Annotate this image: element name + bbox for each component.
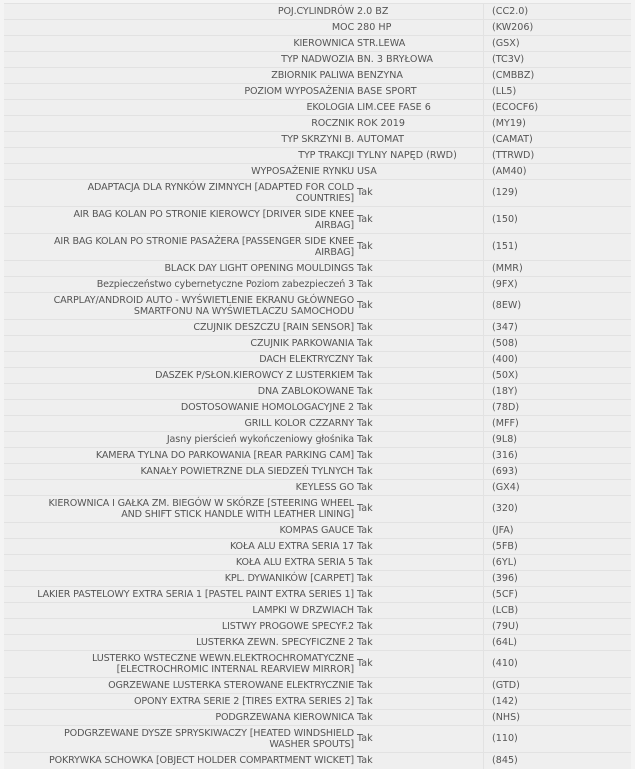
table-row xyxy=(4,36,631,52)
option-code: (5CF) xyxy=(484,587,632,603)
option-name: DOSTOSOWANIE HOMOLOGACYJNE 2 xyxy=(4,400,356,416)
table-row xyxy=(4,555,631,571)
option-name: ROCZNIK xyxy=(4,116,356,132)
option-code: (MMR) xyxy=(484,261,632,277)
option-name xyxy=(4,207,356,234)
option-name-line: LUSTERKO WSTECZNE WEWN.ELEKTROCHROMATYCZNE xyxy=(92,652,354,664)
option-name xyxy=(4,726,356,753)
option-name-text xyxy=(54,295,354,318)
option-name: LAMPKI W DRZWIACH xyxy=(4,603,356,619)
option-name-text xyxy=(92,653,354,676)
option-value: Tak xyxy=(356,384,484,400)
option-code: (CAMAT) xyxy=(484,132,632,148)
option-code: (142) xyxy=(484,694,632,710)
option-name: Jasny pierścień wykończeniowy głośnika xyxy=(4,432,356,448)
option-code: (693) xyxy=(484,464,632,480)
option-value: USA xyxy=(356,164,484,180)
option-name-line: AIR BAG KOLAN PO STRONIE PASAŻERA [PASSENGER SIDE KNEE xyxy=(53,235,354,247)
option-code: (TC3V) xyxy=(484,52,632,68)
option-code: (129) xyxy=(484,180,632,207)
option-code: (316) xyxy=(484,448,632,464)
option-value: Tak xyxy=(356,234,484,261)
option-code: (GSX) xyxy=(484,36,632,52)
option-name: GRILL KOLOR CZZARNY xyxy=(4,416,356,432)
option-code: (18Y) xyxy=(484,384,632,400)
table-row xyxy=(4,4,631,20)
option-value: Tak xyxy=(356,293,484,320)
option-code: (NHS) xyxy=(484,710,632,726)
option-code: (8EW) xyxy=(484,293,632,320)
option-code: (79U) xyxy=(484,619,632,635)
option-name: POZIOM WYPOSAŻENIA xyxy=(4,84,356,100)
option-code: (64L) xyxy=(484,635,632,651)
table-row xyxy=(4,164,631,180)
option-value: Tak xyxy=(356,368,484,384)
option-value: Tak xyxy=(356,464,484,480)
table-row xyxy=(4,464,631,480)
option-name: CZUJNIK DESZCZU [RAIN SENSOR] xyxy=(4,320,356,336)
table-row xyxy=(4,432,631,448)
table-row xyxy=(4,293,631,320)
option-value: AUTOMAT xyxy=(356,132,484,148)
option-name-text xyxy=(49,498,354,521)
option-name: PODGRZEWANA KIEROWNICA xyxy=(4,710,356,726)
option-value: Tak xyxy=(356,555,484,571)
table-row xyxy=(4,587,631,603)
option-name: OGRZEWANE LUSTERKA STEROWANE ELEKTRYCZNIE xyxy=(4,678,356,694)
option-name-text xyxy=(54,236,354,259)
option-name: EKOLOGIA xyxy=(4,100,356,116)
option-value: Tak xyxy=(356,678,484,694)
vehicle-options-table xyxy=(4,3,631,769)
option-name: DNA ZABLOKOWANE xyxy=(4,384,356,400)
table-row xyxy=(4,207,631,234)
option-name: ZBIORNIK PALIWA xyxy=(4,68,356,84)
option-code: (396) xyxy=(484,571,632,587)
option-name-line: KIEROWNICA I GAŁKA ZM. BIEGÓW W SKÓRZE [STEERING WHEEL xyxy=(48,497,354,509)
option-name: MOC xyxy=(4,20,356,36)
option-value: Tak xyxy=(356,539,484,555)
option-name: TYP SKRZYNI B. xyxy=(4,132,356,148)
option-name: KPL. DYWANIKÓW [CARPET] xyxy=(4,571,356,587)
option-code: (9FX) xyxy=(484,277,632,293)
option-name: LISTWY PROGOWE SPECYF.2 xyxy=(4,619,356,635)
option-value: Tak xyxy=(356,619,484,635)
table-row xyxy=(4,116,631,132)
option-code: (AM40) xyxy=(484,164,632,180)
option-name: LUSTERKA ZEWN. SPECYFICZNE 2 xyxy=(4,635,356,651)
option-code: (347) xyxy=(484,320,632,336)
table-row xyxy=(4,100,631,116)
option-name xyxy=(4,180,356,207)
options-table-container xyxy=(4,3,631,769)
option-value: BASE SPORT xyxy=(356,84,484,100)
option-value: 2.0 BZ xyxy=(356,4,484,20)
option-name: BLACK DAY LIGHT OPENING MOULDINGS xyxy=(4,261,356,277)
option-name-line: AIRBAG] xyxy=(314,247,354,258)
table-row xyxy=(4,448,631,464)
table-row xyxy=(4,132,631,148)
option-code: (50X) xyxy=(484,368,632,384)
option-value: Tak xyxy=(356,753,484,769)
table-row xyxy=(4,496,631,523)
option-name: KOMPAS GAUCE xyxy=(4,523,356,539)
option-code: (9L8) xyxy=(484,432,632,448)
option-code: (110) xyxy=(484,726,632,753)
table-row xyxy=(4,694,631,710)
option-name: POKRYWKA SCHOWKA [OBJECT HOLDER COMPARTMENT WICKET] xyxy=(4,753,356,769)
table-row xyxy=(4,480,631,496)
option-name-line: WASHER SPOUTS] xyxy=(269,739,354,750)
option-code: (TTRWD) xyxy=(484,148,632,164)
option-value: Tak xyxy=(356,496,484,523)
option-name-text xyxy=(88,182,354,205)
option-name: OPONY EXTRA SERIE 2 [TIRES EXTRA SERIES 2] xyxy=(4,694,356,710)
option-code: (MY19) xyxy=(484,116,632,132)
option-name-line: AND SHIFT STICK HANDLE WITH LEATHER LINING] xyxy=(121,509,354,520)
option-code: (ECOCF6) xyxy=(484,100,632,116)
option-code: (CMBBZ) xyxy=(484,68,632,84)
option-name-line: PODGRZEWANE DYSZE SPRYSKIWACZY [HEATED WINDSHIELD xyxy=(64,727,354,739)
option-value: BN. 3 BRYŁOWA xyxy=(356,52,484,68)
option-name: POJ.CYLINDRÓW xyxy=(4,4,356,20)
option-value: Tak xyxy=(356,261,484,277)
option-name: DACH ELEKTRYCZNY xyxy=(4,352,356,368)
option-code: (GX4) xyxy=(484,480,632,496)
option-value: ROK 2019 xyxy=(356,116,484,132)
option-name: KANAŁY POWIETRZNE DLA SIEDZEŃ TYLNYCH xyxy=(4,464,356,480)
option-code: (LL5) xyxy=(484,84,632,100)
option-code: (JFA) xyxy=(484,523,632,539)
option-value: TYLNY NAPĘD (RWD) xyxy=(356,148,484,164)
table-row xyxy=(4,726,631,753)
option-value: Tak xyxy=(356,603,484,619)
table-row xyxy=(4,710,631,726)
table-row xyxy=(4,336,631,352)
option-value: Tak xyxy=(356,277,484,293)
option-name: KAMERA TYLNA DO PARKOWANIA [REAR PARKING CAM] xyxy=(4,448,356,464)
option-name-line: ADAPTACJA DLA RYNKÓW ZIMNYCH [ADAPTED FOR COLD xyxy=(87,181,354,193)
table-row xyxy=(4,52,631,68)
option-value: Tak xyxy=(356,336,484,352)
table-row xyxy=(4,619,631,635)
option-value: Tak xyxy=(356,352,484,368)
table-row xyxy=(4,84,631,100)
option-code: (MFF) xyxy=(484,416,632,432)
option-code: (78D) xyxy=(484,400,632,416)
option-code: (KW206) xyxy=(484,20,632,36)
option-value: Tak xyxy=(356,320,484,336)
option-name xyxy=(4,234,356,261)
option-code: (CC2.0) xyxy=(484,4,632,20)
option-code: (845) xyxy=(484,753,632,769)
option-value: Tak xyxy=(356,523,484,539)
option-value: Tak xyxy=(356,400,484,416)
option-value: Tak xyxy=(356,207,484,234)
table-row xyxy=(4,148,631,164)
option-value: Tak xyxy=(356,480,484,496)
option-name-line: AIRBAG] xyxy=(314,220,354,231)
option-value: Tak xyxy=(356,635,484,651)
option-value: Tak xyxy=(356,651,484,678)
table-row xyxy=(4,539,631,555)
table-row xyxy=(4,320,631,336)
option-name: TYP NADWOZIA xyxy=(4,52,356,68)
option-value: Tak xyxy=(356,694,484,710)
table-row xyxy=(4,352,631,368)
option-name: KEYLESS GO xyxy=(4,480,356,496)
option-name: DASZEK P/SŁON.KIEROWCY Z LUSTERKIEM xyxy=(4,368,356,384)
option-name: KOŁA ALU EXTRA SERIA 5 xyxy=(4,555,356,571)
option-code: (320) xyxy=(484,496,632,523)
option-name: KOŁA ALU EXTRA SERIA 17 xyxy=(4,539,356,555)
option-code: (LCB) xyxy=(484,603,632,619)
table-row xyxy=(4,678,631,694)
option-value: Tak xyxy=(356,416,484,432)
table-row xyxy=(4,635,631,651)
option-code: (508) xyxy=(484,336,632,352)
table-row xyxy=(4,20,631,36)
table-row xyxy=(4,400,631,416)
options-table-body xyxy=(4,4,631,769)
option-name xyxy=(4,651,356,678)
option-value: Tak xyxy=(356,432,484,448)
option-value: BENZYNA xyxy=(356,68,484,84)
table-row xyxy=(4,753,631,769)
option-value: LIM.CEE FASE 6 xyxy=(356,100,484,116)
option-name-text xyxy=(73,209,354,232)
option-value: Tak xyxy=(356,710,484,726)
option-name xyxy=(4,496,356,523)
option-code: (5FB) xyxy=(484,539,632,555)
option-name: WYPOSAŻENIE RYNKU xyxy=(4,164,356,180)
option-name-text xyxy=(64,728,354,751)
option-name xyxy=(4,293,356,320)
option-code: (400) xyxy=(484,352,632,368)
table-row xyxy=(4,277,631,293)
table-row xyxy=(4,603,631,619)
table-row xyxy=(4,651,631,678)
table-row xyxy=(4,68,631,84)
option-name-line: CARPLAY/ANDROID AUTO - WYŚWIETLENIE EKRANU GŁÓWNEGO xyxy=(53,294,354,306)
table-row xyxy=(4,523,631,539)
option-name-line: [ELECTROCHROMIC INTERNAL REARVIEW MIRROR] xyxy=(116,664,354,675)
option-code: (GTD) xyxy=(484,678,632,694)
option-value: Tak xyxy=(356,180,484,207)
table-row xyxy=(4,384,631,400)
option-code: (410) xyxy=(484,651,632,678)
option-name: TYP TRAKCJI xyxy=(4,148,356,164)
table-row xyxy=(4,368,631,384)
option-code: (150) xyxy=(484,207,632,234)
option-name-line: AIR BAG KOLAN PO STRONIE KIEROWCY [DRIVER SIDE KNEE xyxy=(73,208,354,220)
table-row xyxy=(4,571,631,587)
option-value: Tak xyxy=(356,587,484,603)
table-row xyxy=(4,261,631,277)
option-value: 280 HP xyxy=(356,20,484,36)
option-name: KIEROWNICA xyxy=(4,36,356,52)
option-code: (6YL) xyxy=(484,555,632,571)
option-name-line: SMARTFONU NA WYŚWIETLACZU SAMOCHODU xyxy=(133,306,354,317)
table-row xyxy=(4,416,631,432)
option-code: (151) xyxy=(484,234,632,261)
option-value: STR.LEWA xyxy=(356,36,484,52)
table-row xyxy=(4,180,631,207)
option-name: Bezpieczeństwo cybernetyczne Poziom zabezpieczeń 3 xyxy=(4,277,356,293)
option-name: LAKIER PASTELOWY EXTRA SERIA 1 [PASTEL PAINT EXTRA SERIES 1] xyxy=(4,587,356,603)
option-value: Tak xyxy=(356,726,484,753)
table-row xyxy=(4,234,631,261)
option-name: CZUJNIK PARKOWANIA xyxy=(4,336,356,352)
option-name-line: COUNTRIES] xyxy=(295,193,354,204)
option-value: Tak xyxy=(356,448,484,464)
option-value: Tak xyxy=(356,571,484,587)
